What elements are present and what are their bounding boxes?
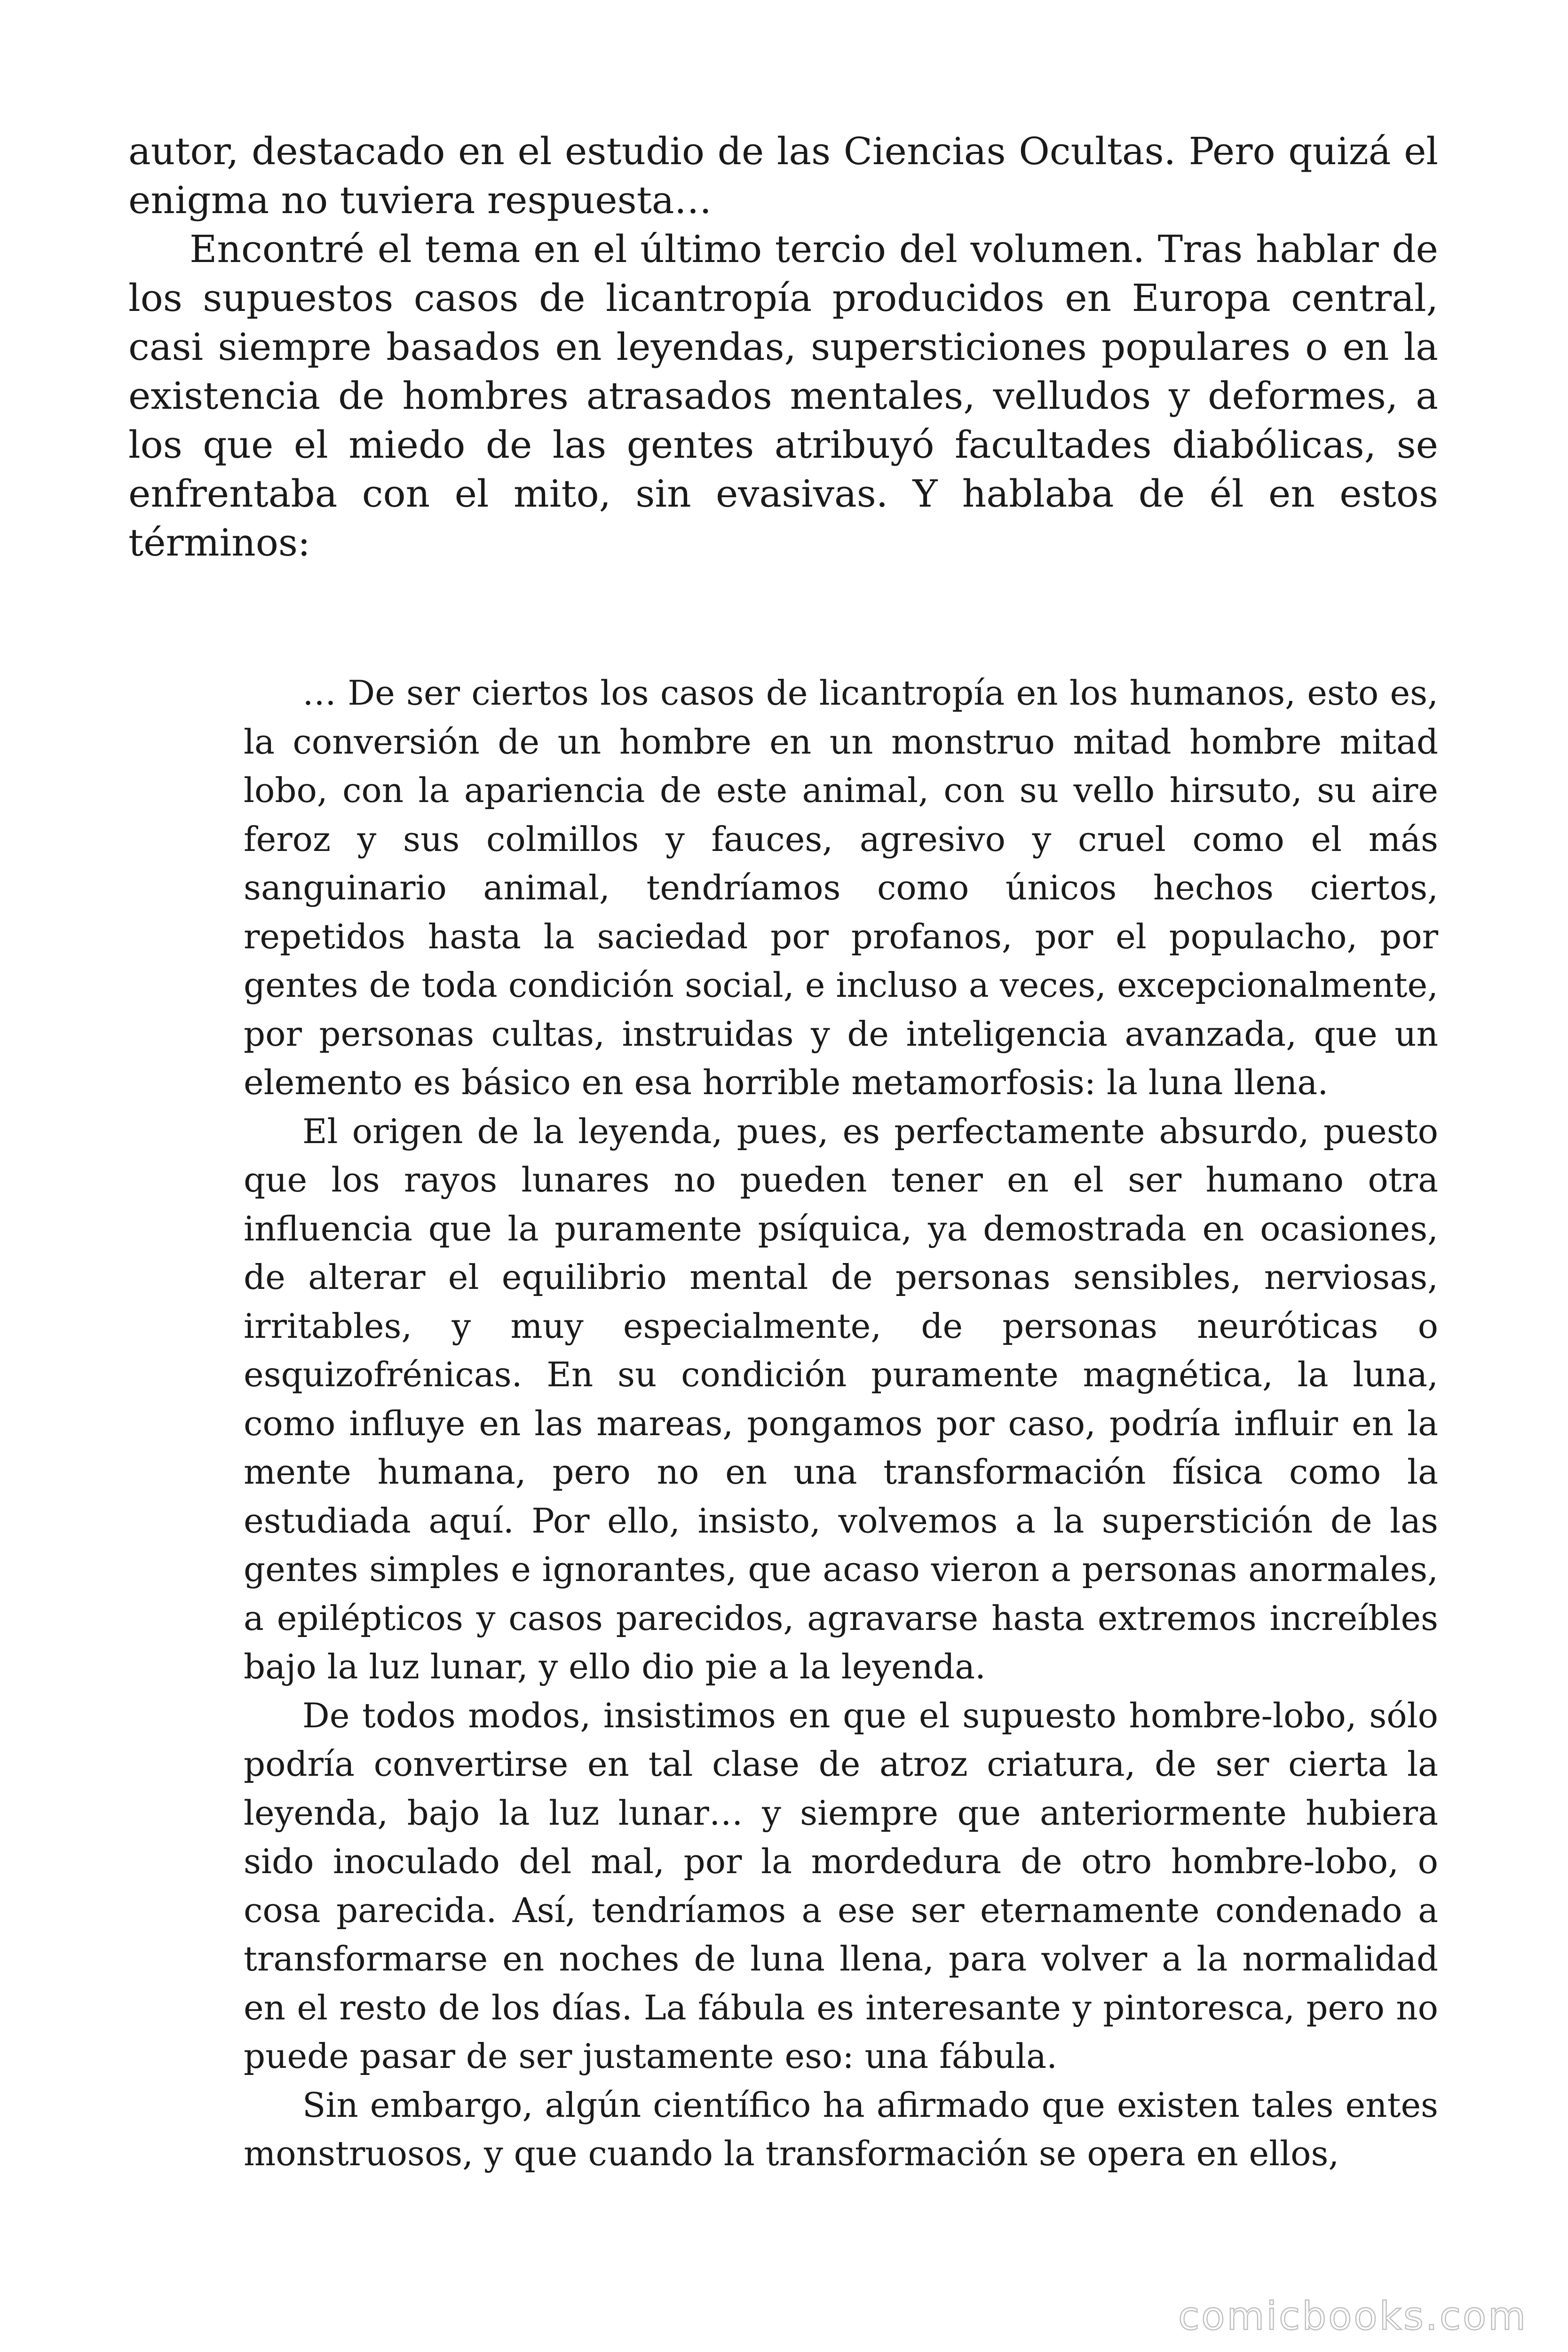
body-paragraph: Encontré el tema en el último tercio del volumen. Tras hablar de los supuestos casos de licantropía producidos en Europa central, casi siempre basados en leyendas, supersticiones populares o en la existencia de hombres atrasados mentales, velludos y deformes, a los que el miedo de las gentes atribuyó facultades diabólicas, se enfrentaba con el mito, sin evasivas. Y hablaba de él en estos términos:: [128, 227, 1438, 564]
quote-paragraph: … De ser ciertos los casos de licantropía en los humanos, esto es, la conversión de un hombre en un monstruo mitad hombre mitad lobo, con la apariencia de este animal, con su vello hirsuto, su aire feroz y sus colmillos y fauces, agresivo y cruel como el más sanguinario animal, tendríamos como únicos hechos ciertos, repetidos hasta la saciedad por profanos, por el populacho, por gentes de toda condición social, e incluso a veces, excepcionalmente, por personas cultas, instruidas y de inteligencia avanzada, que un elemento es básico en esa horrible metamorfosis: la luna llena.: [244, 673, 1438, 1102]
watermark: comicbooks.com: [1178, 2294, 1528, 2339]
body-text: [128, 127, 1438, 567]
quote-paragraph: De todos modos, insistimos en que el supuesto hombre-lobo, sólo podría convertirse en tal clase de atroz criatura, de ser cierta la leyenda, bajo la luz lunar… y siempre que anteriormente hubiera sido inoculado del mal, por la mordedura de otro hombre-lobo, o cosa parecida. Así, tendríamos a ese ser eternamente condenado a transformarse en noches de luna llena, para volver a la normalidad en el resto de los días. La fábula es interesante y pintoresca, pero no puede pasar de ser justamente eso: una fábula.: [244, 1695, 1438, 2076]
quote-paragraph: El origen de la leyenda, pues, es perfectamente absurdo, puesto que los rayos lunares no pueden tener en el ser humano otra influencia que la puramente psíquica, ya demostrada en ocasiones, de alterar el equilibrio mental de personas sensibles, nerviosas, irritables, y muy especialmente, de personas neuróticas o esquizofrénicas. En su condición puramente magnética, la luna, como influye en las mareas, pongamos por caso, podría influir en la mente humana, pero no en una transformación física como la estudiada aquí. Por ello, insisto, volvemos a la superstición de las gentes simples e ignorantes, que acaso vieron a personas anormales, a epilépticos y casos parecidos, agravarse hasta extremos increíbles bajo la luz lunar, y ello dio pie a la leyenda.: [244, 1111, 1438, 1686]
body-paragraph: autor, destacado en el estudio de las Ciencias Ocultas. Pero quizá el enigma no tuviera respuesta…: [128, 129, 1438, 222]
block-quote: [244, 669, 1438, 2178]
quote-paragraph: Sin embargo, algún científico ha afirmado que existen tales entes monstruosos, y que cuando la transformación se opera en ellos,: [244, 2085, 1438, 2173]
